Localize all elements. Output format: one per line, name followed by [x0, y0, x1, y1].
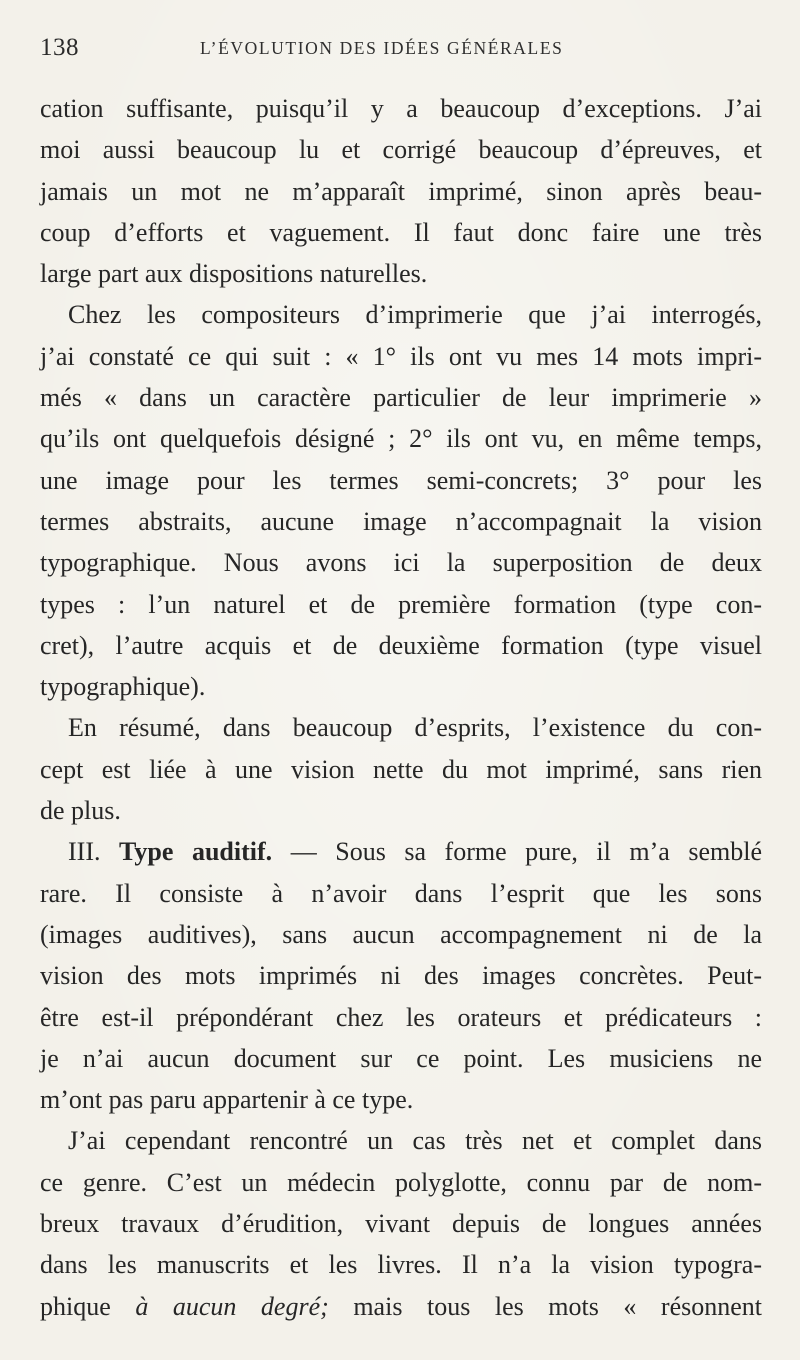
text-line: je n’ai aucun document sur ce point. Les musiciens ne — [40, 1043, 762, 1073]
line-prefix: phique — [40, 1291, 136, 1321]
paragraph-first-line: Chez les compositeurs d’imprimerie que j’ai interrogés, — [68, 300, 762, 330]
text-line: cret), l’autre acquis et de deuxième formation (type visuel — [40, 630, 762, 660]
page-header — [40, 34, 760, 68]
text-line: une image pour les termes semi-concrets; 3° pour les — [40, 465, 762, 495]
running-title: L’ÉVOLUTION DES IDÉES GÉNÉRALES — [200, 38, 564, 58]
text-line: jamais un mot ne m’apparaît imprimé, sinon après beau- — [40, 176, 762, 206]
text-line: dans les manuscrits et les livres. Il n’a la vision typogra- — [40, 1250, 762, 1280]
section-number: III. — [68, 837, 120, 867]
body-text — [40, 88, 762, 1327]
page-number: 138 — [40, 34, 79, 61]
emphasized-text: à aucun degré; — [135, 1291, 329, 1321]
text-line: typographique). — [40, 672, 206, 702]
text-line: breux travaux d’érudition, vivant depuis de longues années — [40, 1209, 762, 1239]
text-line: typographique. Nous avons ici la superposition de deux — [40, 548, 762, 578]
text-line: (images auditives), sans aucun accompagnement ni de la — [40, 919, 762, 949]
paragraph-first-line: J’ai cependant rencontré un cas très net et complet dans — [68, 1126, 762, 1156]
text-line: de plus. — [40, 796, 121, 826]
line-rest: mais tous les mots « résonnent — [328, 1291, 763, 1321]
text-line: m’ont pas paru appartenir à ce type. — [40, 1085, 414, 1115]
text-line: types : l’un naturel et de première formation (type con- — [40, 589, 762, 619]
text-line: qu’ils ont quelquefois désigné ; 2° ils ont vu, en même temps, — [40, 424, 762, 454]
section-title: Type auditif. — [119, 837, 273, 867]
text-line: termes abstraits, aucune image n’accompagnait la vision — [40, 506, 762, 536]
text-line: coup d’efforts et vaguement. Il faut donc faire une très — [40, 217, 762, 247]
text-line: rare. Il consiste à n’avoir dans l’esprit que les sons — [40, 878, 762, 908]
text-line: être est-il prépondérant chez les orateurs et prédicateurs : — [40, 1002, 762, 1032]
text-line: ce genre. C’est un médecin polyglotte, connu par de nom- — [40, 1167, 762, 1197]
text-line: j’ai constaté ce qui suit : « 1° ils ont vu mes 14 mots impri- — [40, 341, 762, 371]
text-line — [40, 1286, 762, 1327]
text-line: moi aussi beaucoup lu et corrigé beaucoup d’épreuves, et — [40, 135, 762, 165]
text-line: vision des mots imprimés ni des images concrètes. Peut- — [40, 961, 762, 991]
section-heading-text: — Sous sa forme pure, il m’a semblé — [272, 837, 762, 867]
paragraph-first-line: En résumé, dans beaucoup d’esprits, l’existence du con- — [68, 713, 762, 743]
text-line: més « dans un caractère particulier de leur imprimerie » — [40, 383, 762, 413]
text-line: large part aux dispositions naturelles. — [40, 259, 428, 289]
text-line: cation suffisante, puisqu’il y a beaucoup d’exceptions. J’ai — [40, 94, 762, 123]
section-heading-line — [40, 831, 762, 872]
text-line: cept est liée à une vision nette du mot imprimé, sans rien — [40, 754, 762, 784]
